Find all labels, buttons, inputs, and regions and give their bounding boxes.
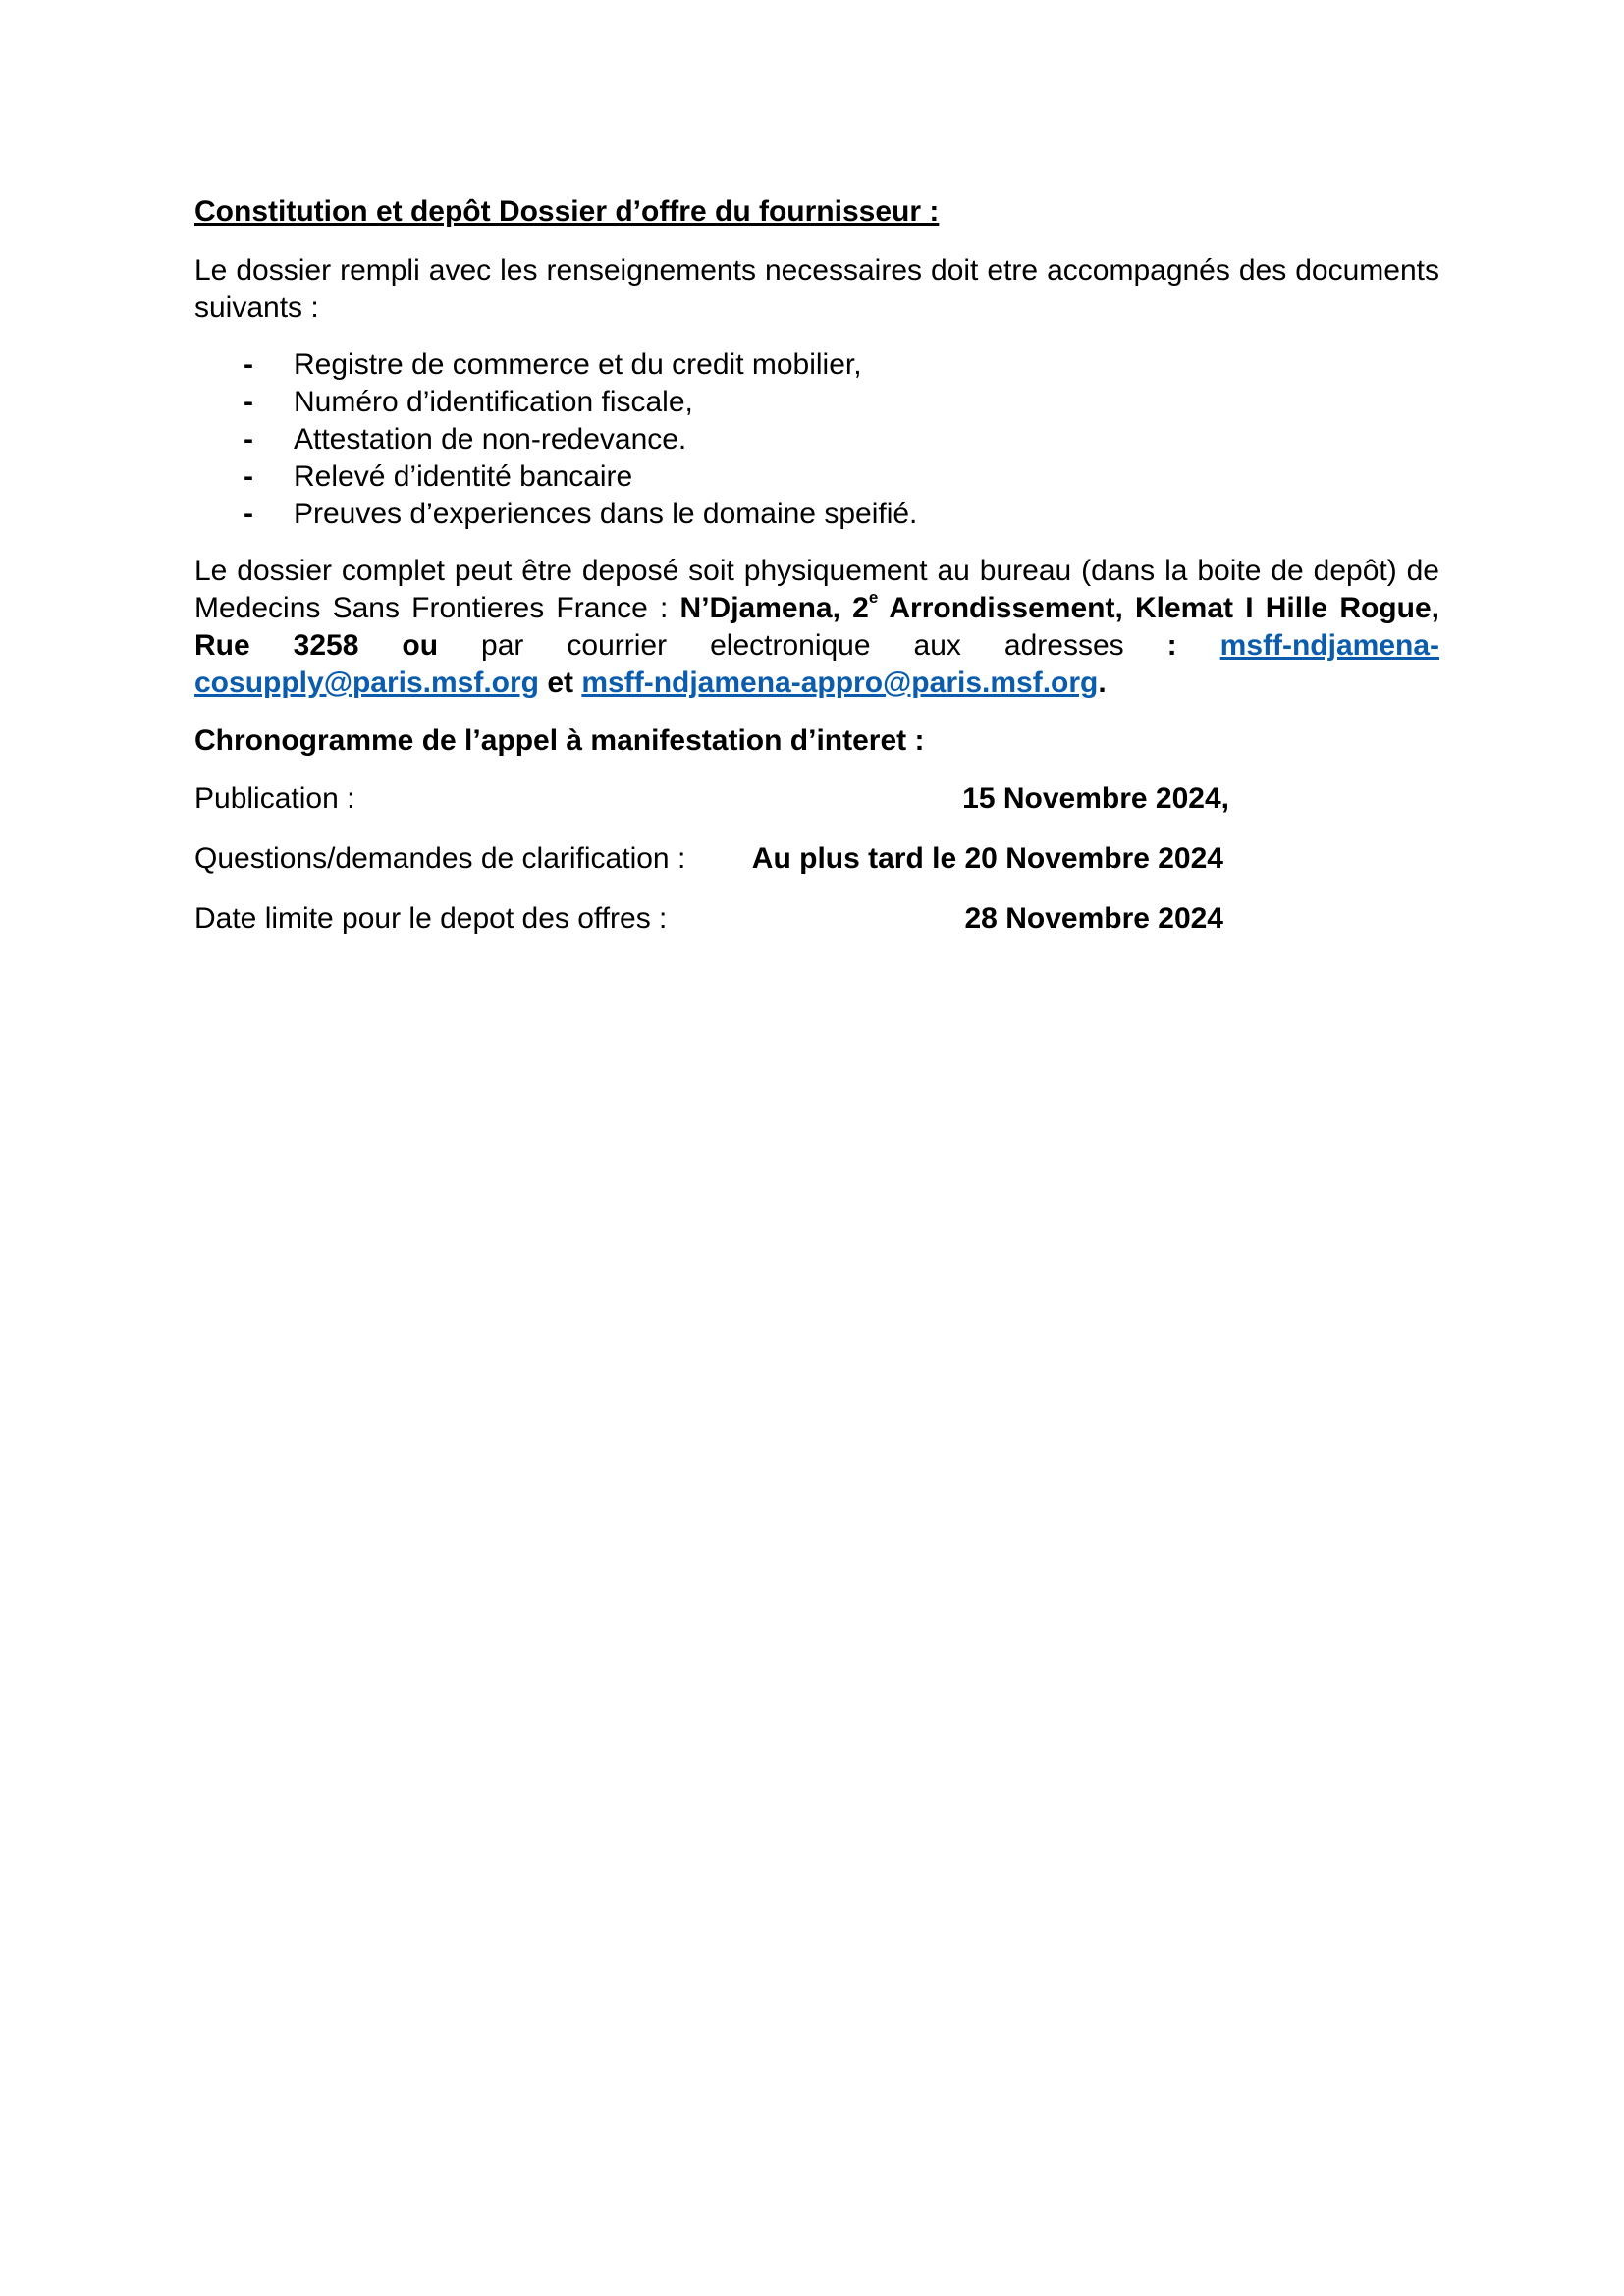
submission-text-email: par courrier electronique aux adresses [438, 629, 1167, 662]
submission-text: Le dossier complet peut être deposé soit physiquement au bureau (dans la boite de depôt) de Medecins Sans Frontieres France : [194, 555, 1439, 624]
list-item-text: Registre de commerce et du credit mobilier, [294, 348, 862, 381]
ordinal-superscript: e [868, 588, 879, 607]
schedule-label: Publication : [194, 782, 355, 815]
bullet-dash: - [244, 348, 253, 381]
address-part: Arrondissement, Klemat I Hille Rogue, Rue 3258 ou [194, 592, 1439, 662]
address-part: N’Djamena, 2 [679, 592, 869, 624]
colon: : [1166, 629, 1177, 662]
schedule-row-questions [194, 840, 1439, 880]
list-item [194, 458, 1439, 496]
email-link-appro[interactable]: msff-ndjamena-appro@paris.msf.org [581, 667, 1099, 699]
intro-paragraph: Le dossier rempli avec les renseignements necessaires doit etre accompagnés des documents suivants : [194, 254, 1439, 324]
list-item-text: Numéro d’identification fiscale, [294, 386, 693, 418]
required-documents-list [194, 347, 1439, 533]
document-page [194, 192, 1439, 960]
schedule-row-publication [194, 780, 1439, 820]
schedule-date: 15 Novembre 2024, [962, 782, 1229, 815]
period: . [1098, 667, 1107, 699]
schedule-label: Date limite pour le depot des offres : [194, 902, 668, 934]
list-item [194, 421, 1439, 458]
schedule-row-deadline [194, 900, 1439, 939]
bullet-dash: - [244, 386, 253, 418]
list-item-text: Attestation de non-redevance. [294, 423, 687, 455]
list-item-text: Relevé d’identité bancaire [294, 460, 633, 493]
list-item-text: Preuves d’experiences dans le domaine speifié. [294, 498, 918, 530]
schedule-heading: Chronogramme de l’appel à manifestation d’interet : [194, 724, 925, 757]
connector-et: et [539, 667, 582, 699]
schedule-label: Questions/demandes de clarification : [194, 842, 686, 875]
bullet-dash: - [244, 498, 253, 530]
submission-paragraph [194, 553, 1439, 702]
list-item [194, 347, 1439, 384]
section-heading: Constitution et depôt Dossier d’offre du fournisseur : [194, 195, 940, 228]
bullet-dash: - [244, 460, 253, 493]
list-item [194, 384, 1439, 421]
bullet-dash: - [244, 423, 253, 455]
schedule-date: 28 Novembre 2024 [964, 902, 1223, 934]
schedule-date: Au plus tard le 20 Novembre 2024 [751, 842, 1223, 875]
email-link-cosupply[interactable]: msff-ndjamena-cosupply@paris.msf.org [194, 629, 1439, 699]
list-item [194, 496, 1439, 533]
